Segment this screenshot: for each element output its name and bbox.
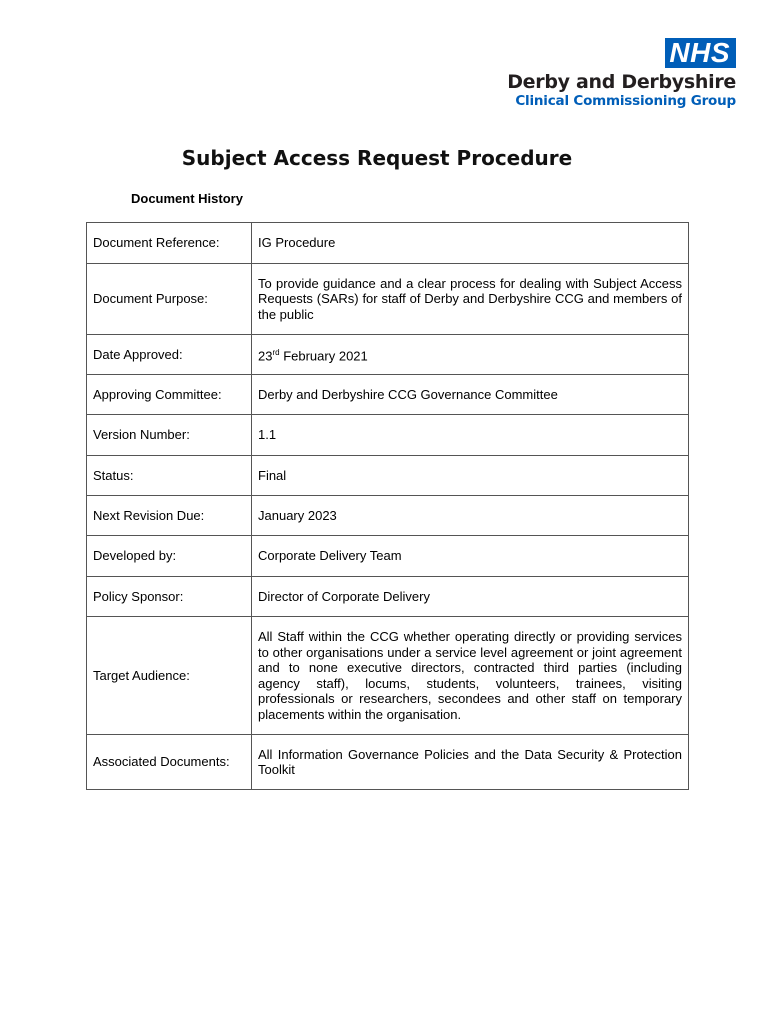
section-heading: Document History [131, 191, 243, 206]
row-value [252, 335, 689, 375]
row-value: Director of Corporate Delivery [252, 577, 689, 617]
document-title: Subject Access Request Procedure [181, 146, 573, 170]
table-row [87, 577, 689, 617]
table-row [87, 617, 689, 735]
row-label: Policy Sponsor: [87, 577, 252, 617]
row-value: 1.1 [252, 415, 689, 456]
table-row [87, 264, 689, 335]
date-ordinal: rd [272, 348, 280, 358]
row-label: Associated Documents: [87, 735, 252, 790]
table-row [87, 223, 689, 264]
row-label: Target Audience: [87, 617, 252, 735]
row-label: Status: [87, 456, 252, 496]
table-row [87, 496, 689, 536]
document-history-table [86, 222, 689, 790]
table-row [87, 735, 689, 790]
table-row [87, 335, 689, 375]
row-value: Derby and Derbyshire CCG Governance Committee [252, 375, 689, 415]
row-label: Date Approved: [87, 335, 252, 375]
row-label: Developed by: [87, 536, 252, 577]
row-label: Approving Committee: [87, 375, 252, 415]
row-value: January 2023 [252, 496, 689, 536]
row-value: Final [252, 456, 689, 496]
table-row [87, 536, 689, 577]
row-value: IG Procedure [252, 223, 689, 264]
nhs-logo [507, 38, 736, 109]
table-row [87, 456, 689, 496]
row-value: All Staff within the CCG whether operating directly or providing services to other organisations under a service level agreement or joint agreement and to none executive directors, contracted third parties (including agency staff), locums, students, volunteers, trainees, visiting professionals or researchers, secondees and other staff on temporary placements within the organisation. [252, 617, 689, 735]
row-label: Document Reference: [87, 223, 252, 264]
organisation-subtitle: Clinical Commissioning Group [515, 93, 736, 109]
row-label: Document Purpose: [87, 264, 252, 335]
row-label: Next Revision Due: [87, 496, 252, 536]
organisation-name: Derby and Derbyshire [507, 71, 736, 93]
table-row [87, 415, 689, 456]
date-day: 23 [258, 348, 273, 364]
date-rest: February 2021 [279, 348, 368, 364]
table-row [87, 375, 689, 415]
row-value: Corporate Delivery Team [252, 536, 689, 577]
row-value: All Information Governance Policies and the Data Security & Protection Toolkit [252, 735, 689, 790]
nhs-wordmark: NHS [665, 38, 736, 68]
row-value: To provide guidance and a clear process for dealing with Subject Access Requests (SARs) for staff of Derby and Derbyshire CCG and members of the public [252, 264, 689, 335]
row-label: Version Number: [87, 415, 252, 456]
